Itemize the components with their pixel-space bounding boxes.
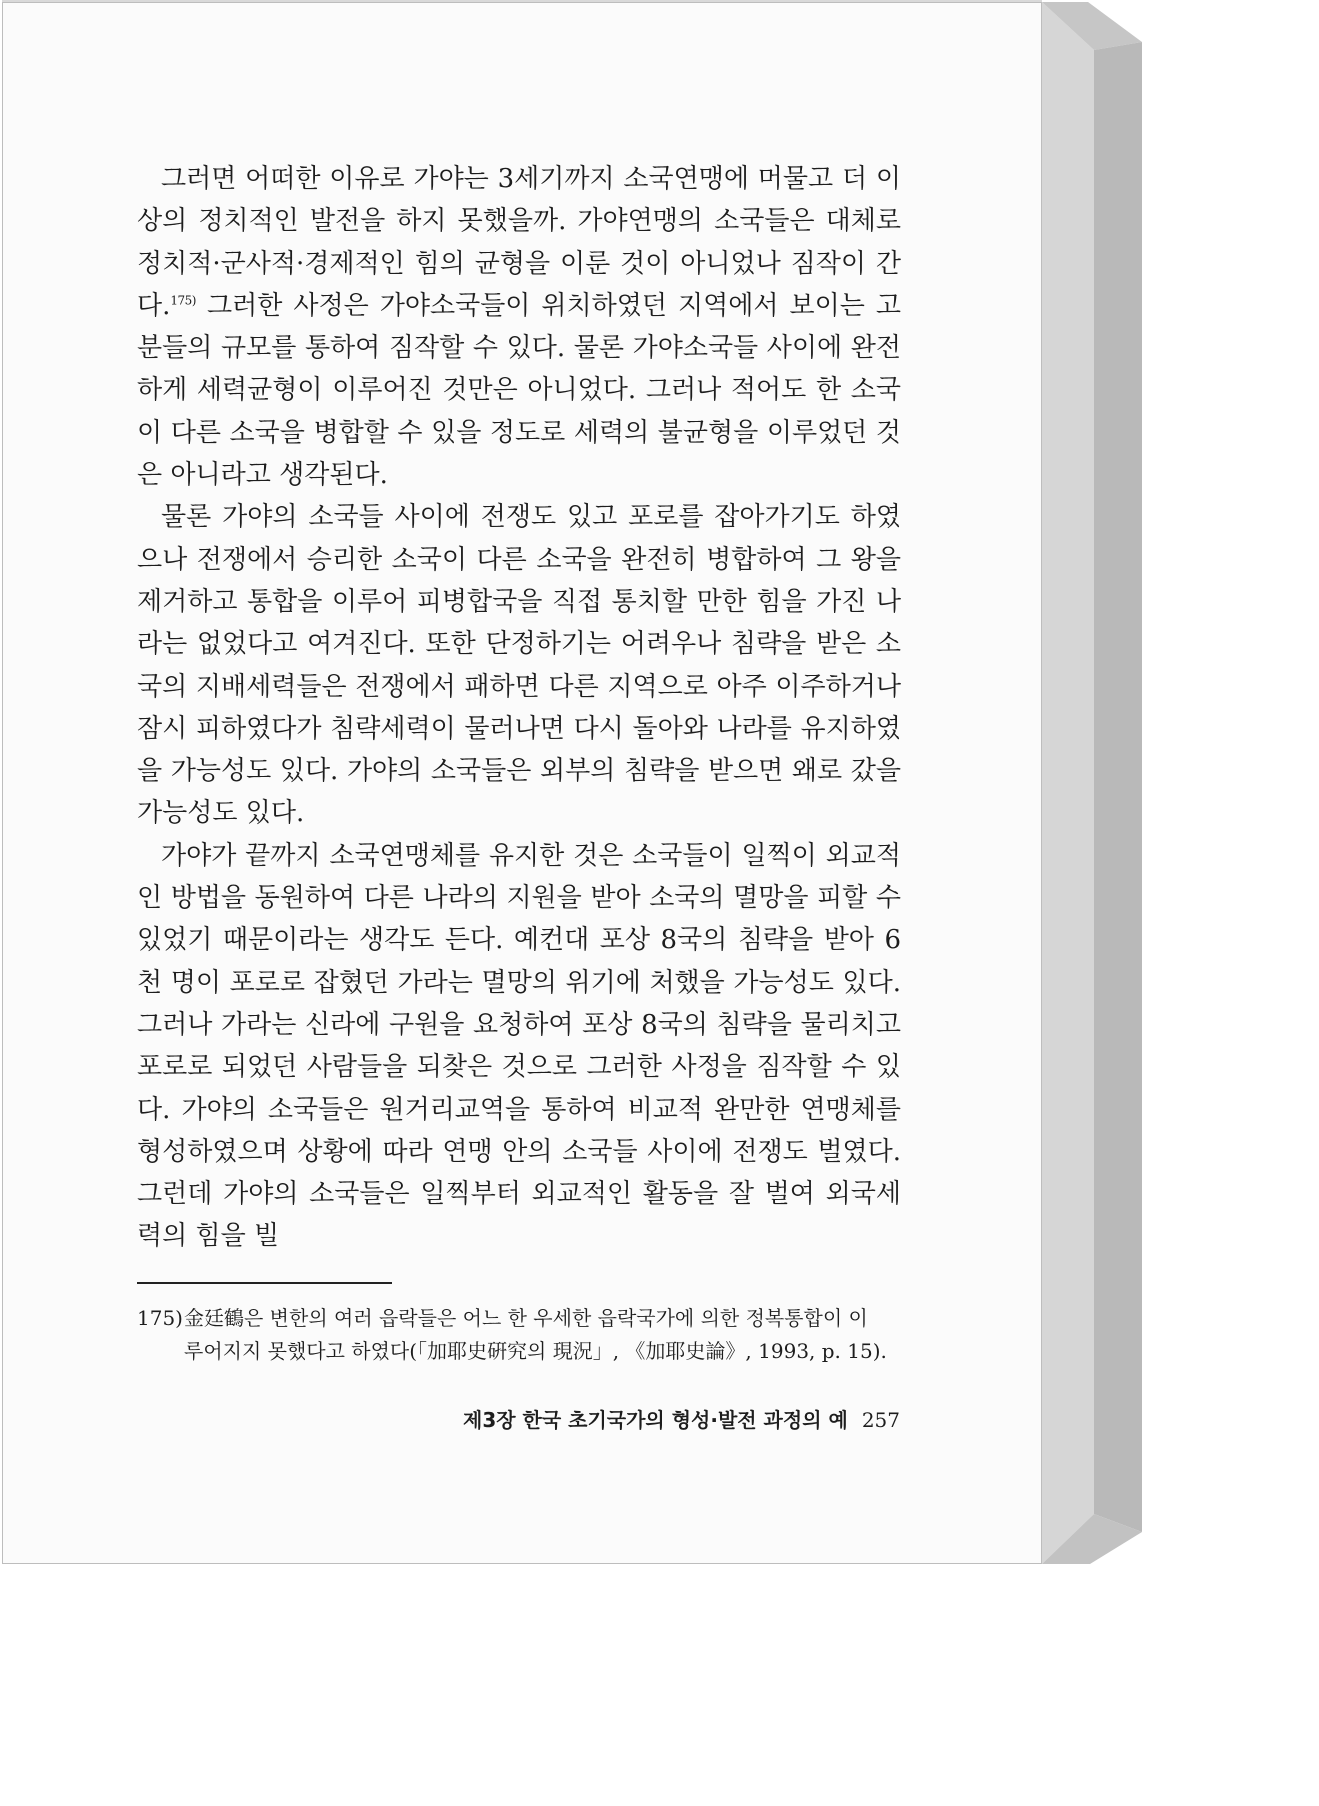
footnote-divider: [137, 1282, 392, 1284]
paragraph-3-text: 가야가 끝까지 소국연맹체를 유지한 것은 소국들이 일찍이 외교적인 방법을 동원하여 다른 나라의 지원을 받아 소국의 멸망을 피할 수 있었기 때문이라는 생각도 든다. 예컨대 포상 8국의 침략을 받아 6천 명이 포로로 잡혔던 가라는 멸망의 위기에 처했을 가능성도 있다. 그러나 가라는 신라에 구원을 요청하여 포상 8국의 침략을 물리치고 포로로 되었던 사람들을 되찾은 것으로 그러한 사정을 짐작할 수 있다. 가야의 소국들은 원거리교역을 통하여 비교적 완만한 연맹체를 형성하였으며 상황에 따라 연맹 안의 소국들 사이에 전쟁도 벌였다. 그런데 가야의 소국들은 일찍부터 외교적인 활동을 잘 벌여 외국세력의 힘을 빌: [137, 840, 901, 1252]
footnote-text-1: 金廷鶴은 변한의 여러 읍락들은 어느 한 우세한 읍락국가에 의한 정복통합이 이: [184, 1306, 868, 1330]
footnote-line-1: [137, 1302, 903, 1335]
running-title: 제3장 한국 초기국가의 형성·발전 과정의 예: [463, 1408, 848, 1432]
paragraph-2-text: 물론 가야의 소국들 사이에 전쟁도 있고 포로를 잡아가기도 하였으나 전쟁에서 승리한 소국이 다른 소국을 완전히 병합하여 그 왕을 제거하고 통합을 이루어 피병합국을 직접 통치할 만한 힘을 가진 나라는 없었다고 여겨진다. 또한 단정하기는 어려우나 침략을 받은 소국의 지배세력들은 전쟁에서 패하면 다른 지역으로 아주 이주하거나 잠시 피하였다가 침략세력이 물러나면 다시 돌아와 나라를 유지하였을 가능성도 있다. 가야의 소국들은 외부의 침략을 받으면 왜로 갔을 가능성도 있다.: [137, 502, 901, 829]
paragraph-3: [137, 835, 901, 1258]
footnote-175: [137, 1302, 903, 1368]
book-spine-edge: [1042, 2, 1142, 1564]
paragraph-1-text-a: 그러면 어떠한 이유로 가야는 3세기까지 소국연맹에 머물고 더 이상의 정치적인 발전을 하지 못했을까. 가야연맹의 소국들은 대체로 정치적·군사적·경제적인 힘의 균형을 이룬 것이 아니었나 짐작이 간다.: [137, 164, 901, 321]
paragraph-1: [137, 158, 901, 496]
paragraph-1-text-b: 그러한 사정은 가야소국들이 위치하였던 지역에서 보이는 고분들의 규모를 통하여 짐작할 수 있다. 물론 가야소국들 사이에 완전하게 세력균형이 이루어진 것만은 아니었다. 그러나 적어도 한 소국이 다른 소국을 병합할 수 있을 정도로 세력의 불균형을 이루었던 것은 아니라고 생각된다.: [137, 290, 901, 491]
footnote-line-2: 루어지지 못했다고 하였다(「加耶史硏究의 現況」, 《加耶史論》, 1993, p. 15).: [184, 1339, 887, 1363]
footnote-number: 175): [137, 1306, 183, 1330]
paragraph-2: [137, 496, 901, 834]
body-text: [137, 158, 901, 1258]
footnote-ref-175[interactable]: 175): [170, 293, 196, 308]
running-footer: [420, 1404, 900, 1433]
page-number: 257: [861, 1408, 900, 1432]
